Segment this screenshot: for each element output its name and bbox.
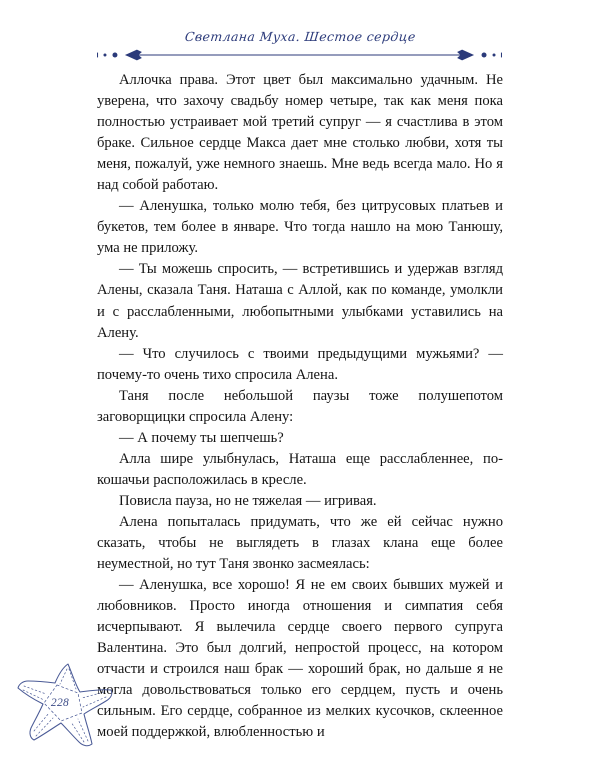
paragraph: Аллочка права. Этот цвет был максимально удачным. Не уверена, что захочу свадьбу номер четыре, так как меня пока полностью устраивает мой третий супруг — я счастлива в этом браке. Сильное сердце Макса дает мне столько любви, хотя ты меня, пожалуй, уже немного знаешь. Мне ведь всегда мало. Но я над собой работаю. — [97, 72, 503, 194]
ornamental-rule-icon — [97, 48, 502, 62]
paragraph: Алла шире улыбнулась, Наташа еще расслабленнее, по-кошачьи расположилась в кресле. — [97, 450, 503, 488]
paragraph: Повисла пауза, но не тяжелая — игривая. — [119, 492, 377, 509]
paragraph: — Ты можешь спросить, — встретившись и удержав взгляд Алены, сказала Таня. Наташа с Аллой, как по команде, умолкли и с расслабленными, любопытными улыбками уставились на Алену. — [97, 261, 503, 341]
paragraph: — Аленушка, все хорошо! Я не ем своих бывших мужей и любовников. Просто иногда отношения и симпатия себя исчерпывают. Я вылечила сердце своего первого супруга Валентина. Это был долгий, непростой процесс, на котором отчасти и строился наш брак — хороший брак, но дальше я не могла довольствоваться только его сердцем, пусть и очень сильным. Его сердце, собранное из мелких кусочков, склеенное моей поддержкой, влюбленностью и — [97, 577, 503, 741]
running-head-title: Светлана Муха. Шестое сердце — [183, 29, 417, 44]
page-number: 228 — [50, 697, 70, 709]
paragraph: — Аленушка, только молю тебя, без цитрусовых платьев и букетов, тем более в январе. Что тогда нашло на мою Танюшу, ума не приложу. — [97, 198, 503, 257]
ornamental-divider — [97, 48, 502, 62]
running-head — [0, 28, 600, 46]
paragraph: Таня после небольшой паузы тоже полушепотом заговорщицки спросила Алену: — [97, 387, 503, 425]
body-text — [97, 70, 503, 744]
paragraph: — А почему ты шепчешь? — [119, 429, 284, 446]
paragraph: — Что случилось с твоими предыдущими мужьями? — почему-то очень тихо спросила Алена. — [97, 345, 503, 383]
paragraph: Алена попыталась придумать, что же ей сейчас нужно сказать, чтобы не выглядеть в глазах клана еще более неуместной, но тут Таня звонко засмеялась: — [97, 513, 503, 573]
